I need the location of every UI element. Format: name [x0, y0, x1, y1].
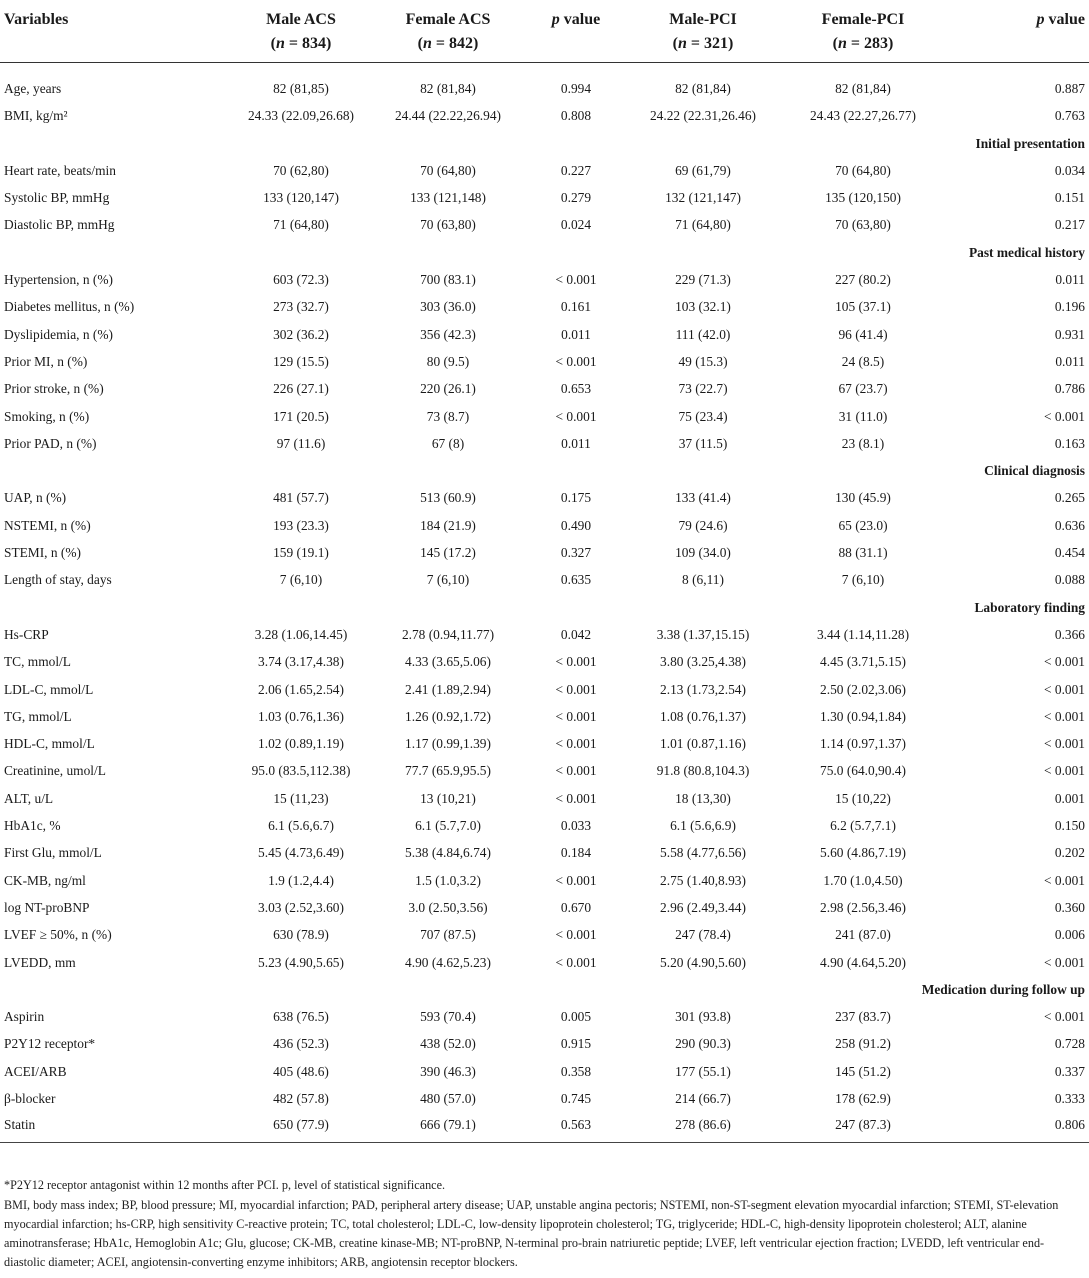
characteristics-table: [0, 4, 1089, 1143]
female-pci-cell: 67 (23.7): [838, 381, 888, 397]
p-value-pci-cell: 0.217: [1054, 217, 1085, 233]
p-value-acs-cell: 0.327: [560, 545, 592, 561]
male-pci-cell: 132 (121,147): [665, 190, 741, 206]
male-acs-cell: 1.9 (1.2,4.4): [268, 872, 334, 888]
female-pci-cell: 88 (31.1): [838, 545, 888, 561]
table-row: [0, 621, 1089, 648]
female-acs-cell: 480 (57.0): [420, 1090, 476, 1106]
table-row: [0, 403, 1089, 430]
male-acs-cell: 95.0 (83.5,112.38): [251, 763, 351, 779]
row-label: NSTEMI, n (%): [4, 517, 91, 533]
p-value-acs-cell: < 0.001: [555, 954, 597, 970]
p-value-acs-cell: < 0.001: [555, 681, 597, 697]
table-row: [0, 512, 1089, 539]
female-pci-cell: 258 (91.2): [835, 1036, 891, 1052]
female-pci-cell: 2.50 (2.02,3.06): [820, 681, 906, 697]
male-pci-cell: 2.96 (2.49,3.44): [660, 899, 746, 915]
row-label: Diabetes mellitus, n (%): [4, 299, 135, 315]
table-row: [0, 894, 1089, 921]
male-pci-cell: 2.75 (1.40,8.93): [660, 872, 746, 888]
p-value-pci-cell: 0.196: [1054, 299, 1085, 315]
female-acs-cell: 4.90 (4.62,5.23): [405, 954, 491, 970]
male-acs-cell: 405 (48.6): [273, 1063, 329, 1079]
table-row: [0, 703, 1089, 730]
p-value-pci-cell: < 0.001: [1043, 654, 1085, 670]
p-value-acs-cell: 0.490: [560, 517, 592, 533]
female-acs-cell: 700 (83.1): [420, 272, 476, 288]
p-value-acs-cell: 0.024: [560, 217, 592, 233]
table-row: [0, 211, 1089, 238]
table-row: [0, 921, 1089, 948]
female-acs-cell: 70 (63,80): [420, 217, 476, 233]
male-pci-cell: 229 (71.3): [675, 272, 731, 288]
header-variables: Variables: [0, 4, 228, 63]
p-value-acs-cell: < 0.001: [555, 408, 597, 424]
p-value-acs-cell: 0.175: [560, 490, 592, 506]
male-acs-cell: 638 (76.5): [273, 1009, 329, 1025]
p-value-pci-cell: 0.265: [1054, 490, 1085, 506]
p-value-acs-cell: < 0.001: [555, 790, 597, 806]
female-acs-cell: 2.41 (1.89,2.94): [405, 681, 491, 697]
header-p-value-pci: p value: [950, 4, 1089, 63]
female-pci-cell: 70 (63,80): [835, 217, 891, 233]
section-heading: Clinical diagnosis: [984, 463, 1085, 479]
male-pci-cell: 5.58 (4.77,6.56): [660, 845, 746, 861]
p-value-pci-cell: < 0.001: [1043, 408, 1085, 424]
row-label: Dyslipidemia, n (%): [4, 326, 113, 342]
male-pci-cell: 1.01 (0.87,1.16): [660, 736, 746, 752]
p-value-acs-cell: 0.653: [560, 381, 592, 397]
male-pci-cell: 290 (90.3): [675, 1036, 731, 1052]
male-acs-cell: 193 (23.3): [273, 517, 329, 533]
male-pci-cell: 79 (24.6): [678, 517, 728, 533]
p-value-acs-cell: < 0.001: [555, 736, 597, 752]
female-acs-cell: 1.17 (0.99,1.39): [405, 736, 491, 752]
p-value-acs-cell: 0.011: [561, 326, 591, 342]
female-pci-cell: 135 (120,150): [825, 190, 901, 206]
p-value-acs-cell: < 0.001: [555, 654, 597, 670]
row-label: log NT-proBNP: [4, 899, 90, 915]
p-value-pci-cell: 0.360: [1054, 899, 1085, 915]
female-acs-cell: 666 (79.1): [374, 1112, 522, 1143]
female-acs-cell: 184 (21.9): [420, 517, 476, 533]
female-acs-cell: 303 (36.0): [420, 299, 476, 315]
p-value-pci-cell: 0.034: [1054, 162, 1085, 178]
row-label: Prior PAD, n (%): [4, 435, 97, 451]
row-label: Hypertension, n (%): [4, 272, 113, 288]
male-acs-cell: 97 (11.6): [276, 435, 326, 451]
p-value-acs-cell: 0.994: [560, 81, 592, 96]
male-pci-cell: 49 (15.3): [678, 353, 728, 369]
female-pci-cell: 5.60 (4.86,7.19): [820, 845, 906, 861]
male-acs-cell: 226 (27.1): [273, 381, 329, 397]
female-acs-cell: 145 (17.2): [420, 545, 476, 561]
table-row: [0, 539, 1089, 566]
row-label: TC, mmol/L: [4, 654, 71, 670]
p-value-acs-cell: 0.279: [560, 190, 592, 206]
row-label: UAP, n (%): [4, 490, 67, 506]
p-value-pci-cell: < 0.001: [1043, 763, 1085, 779]
p-value-acs-cell: 0.670: [560, 899, 592, 915]
table-row: [0, 867, 1089, 894]
section-heading: Medication during follow up: [921, 981, 1085, 997]
female-pci-cell: 145 (51.2): [835, 1063, 891, 1079]
female-acs-cell: 70 (64,80): [420, 162, 476, 178]
p-value-pci-cell: < 0.001: [1043, 954, 1085, 970]
p-value-acs-cell: < 0.001: [555, 927, 597, 943]
male-acs-cell: 129 (15.5): [273, 353, 329, 369]
p-value-pci-cell: < 0.001: [1043, 736, 1085, 752]
male-acs-cell: 7 (6,10): [279, 572, 323, 588]
table-row: [0, 566, 1089, 593]
male-acs-cell: 133 (120,147): [263, 190, 339, 206]
p-value-pci-cell: 0.763: [1054, 108, 1085, 124]
p-value-acs-cell: < 0.001: [555, 872, 597, 888]
female-pci-cell: 247 (87.3): [776, 1112, 950, 1143]
row-label: Systolic BP, mmHg: [4, 190, 110, 206]
p-value-pci-cell: 0.011: [1055, 353, 1085, 369]
male-pci-cell: 3.80 (3.25,4.38): [660, 654, 746, 670]
p-value-acs-cell: 0.745: [560, 1090, 592, 1106]
table-row: [0, 757, 1089, 784]
male-acs-cell: 24.33 (22.09,26.68): [247, 108, 354, 124]
row-label: Heart rate, beats/min: [4, 162, 116, 178]
female-pci-cell: 178 (62.9): [835, 1090, 891, 1106]
male-acs-cell: 1.03 (0.76,1.36): [258, 708, 344, 724]
female-pci-cell: 75.0 (64.0,90.4): [820, 763, 906, 779]
row-label: HDL-C, mmol/L: [4, 736, 95, 752]
row-label: Creatinine, umol/L: [4, 763, 106, 779]
female-pci-cell: 1.14 (0.97,1.37): [820, 736, 906, 752]
row-label: LVEF ≥ 50%, n (%): [4, 927, 112, 943]
p-value-pci-cell: 0.151: [1054, 190, 1085, 206]
table-row: [0, 348, 1089, 375]
male-pci-cell: 214 (66.7): [675, 1090, 731, 1106]
table-row: [0, 1085, 1089, 1112]
p-value-pci-cell: < 0.001: [1043, 872, 1085, 888]
male-acs-cell: 3.74 (3.17,4.38): [258, 654, 344, 670]
header-female-acs: Female ACS (n = 842): [374, 4, 522, 63]
female-pci-cell: 227 (80.2): [835, 272, 891, 288]
row-label: BMI, kg/m²: [4, 108, 68, 124]
row-label: P2Y12 receptor*: [4, 1036, 96, 1052]
p-value-acs-cell: 0.808: [560, 108, 592, 124]
female-pci-cell: 7 (6,10): [841, 572, 885, 588]
male-acs-cell: 650 (77.9): [228, 1112, 374, 1143]
p-value-acs-cell: 0.915: [560, 1036, 592, 1052]
female-pci-cell: 1.30 (0.94,1.84): [820, 708, 906, 724]
male-pci-cell: 111 (42.0): [675, 326, 731, 342]
male-pci-cell: 71 (64,80): [675, 217, 731, 233]
female-acs-cell: 1.26 (0.92,1.72): [405, 708, 491, 724]
p-value-acs-cell: 0.184: [560, 845, 592, 861]
male-acs-cell: 82 (81,85): [273, 81, 329, 96]
female-acs-cell: 2.78 (0.94,11.77): [401, 626, 495, 642]
table-row: [0, 157, 1089, 184]
male-pci-cell: 1.08 (0.76,1.37): [660, 708, 746, 724]
male-pci-cell: 247 (78.4): [675, 927, 731, 943]
male-acs-cell: 15 (11,23): [273, 790, 329, 806]
section-heading: Initial presentation: [975, 135, 1085, 151]
p-value-pci-cell: 0.786: [1054, 381, 1085, 397]
female-pci-cell: 96 (41.4): [838, 326, 888, 342]
table-row: [0, 321, 1089, 348]
male-pci-cell: 75 (23.4): [678, 408, 728, 424]
male-acs-cell: 1.02 (0.89,1.19): [258, 736, 344, 752]
p-value-pci-cell: 0.333: [1054, 1090, 1085, 1106]
table-row: [0, 676, 1089, 703]
row-label: Hs-CRP: [4, 626, 49, 642]
section-row: [0, 594, 1089, 621]
female-pci-cell: 4.45 (3.71,5.15): [820, 654, 906, 670]
female-pci-cell: 82 (81,84): [835, 81, 891, 96]
female-pci-cell: 24.43 (22.27,26.77): [809, 108, 916, 124]
female-pci-cell: 130 (45.9): [835, 490, 891, 506]
female-pci-cell: 237 (83.7): [835, 1009, 891, 1025]
female-acs-cell: 6.1 (5.7,7.0): [415, 818, 481, 834]
row-label: Statin: [0, 1112, 228, 1143]
male-pci-cell: 301 (93.8): [675, 1009, 731, 1025]
p-value-pci-cell: 0.011: [1055, 272, 1085, 288]
female-acs-cell: 4.33 (3.65,5.06): [405, 654, 491, 670]
row-label: ALT, u/L: [4, 790, 54, 806]
female-acs-cell: 1.5 (1.0,3.2): [415, 872, 481, 888]
male-acs-cell: 159 (19.1): [273, 545, 329, 561]
female-pci-cell: 4.90 (4.64,5.20): [820, 954, 906, 970]
male-acs-cell: 603 (72.3): [273, 272, 329, 288]
row-label: STEMI, n (%): [4, 545, 81, 561]
female-pci-cell: 2.98 (2.56,3.46): [820, 899, 906, 915]
p-value-pci-cell: 0.006: [1054, 927, 1085, 943]
p-value-acs-cell: 0.358: [560, 1063, 592, 1079]
p-value-acs-cell: 0.005: [560, 1009, 592, 1025]
female-acs-cell: 707 (87.5): [420, 927, 476, 943]
table-row: [0, 812, 1089, 839]
p-value-acs-cell: 0.227: [560, 162, 592, 178]
p-value-pci-cell: 0.636: [1054, 517, 1085, 533]
p-value-acs-cell: 0.011: [561, 435, 591, 451]
female-acs-cell: 438 (52.0): [420, 1036, 476, 1052]
p-value-pci-cell: 0.088: [1054, 572, 1085, 588]
female-pci-cell: 3.44 (1.14,11.28): [816, 626, 910, 642]
header-p-value-acs: p value: [522, 4, 630, 63]
male-pci-cell: 37 (11.5): [678, 435, 728, 451]
female-acs-cell: 390 (46.3): [420, 1063, 476, 1079]
male-acs-cell: 302 (36.2): [273, 326, 329, 342]
row-label: TG, mmol/L: [4, 708, 72, 724]
male-acs-cell: 3.03 (2.52,3.60): [258, 899, 344, 915]
female-pci-cell: 105 (37.1): [835, 299, 891, 315]
row-label: Diastolic BP, mmHg: [4, 217, 115, 233]
female-acs-cell: 220 (26.1): [420, 381, 476, 397]
table-header: [0, 4, 1089, 63]
table-row: [0, 102, 1089, 129]
female-pci-cell: 70 (64,80): [835, 162, 891, 178]
table-row: [0, 293, 1089, 320]
table-row: [0, 839, 1089, 866]
male-pci-cell: 2.13 (1.73,2.54): [660, 681, 746, 697]
male-acs-cell: 2.06 (1.65,2.54): [258, 681, 344, 697]
male-acs-cell: 481 (57.7): [273, 490, 329, 506]
male-acs-cell: 3.28 (1.06,14.45): [254, 626, 348, 642]
male-pci-cell: 69 (61,79): [675, 162, 731, 178]
row-label: First Glu, mmol/L: [4, 845, 102, 861]
row-label: ACEI/ARB: [4, 1063, 67, 1079]
male-acs-cell: 273 (32.7): [273, 299, 329, 315]
female-pci-cell: 23 (8.1): [841, 435, 885, 451]
row-label: CK-MB, ng/ml: [4, 872, 86, 888]
female-acs-cell: 67 (8): [431, 435, 465, 451]
male-acs-cell: 6.1 (5.6,6.7): [268, 818, 334, 834]
male-pci-cell: 5.20 (4.90,5.60): [660, 954, 746, 970]
male-acs-cell: 5.45 (4.73,6.49): [258, 845, 344, 861]
table-row: [0, 184, 1089, 211]
male-pci-cell: 109 (34.0): [675, 545, 731, 561]
female-acs-cell: 133 (121,148): [410, 190, 486, 206]
female-acs-cell: 13 (10,21): [420, 790, 476, 806]
p-value-acs-cell: < 0.001: [555, 353, 597, 369]
abbreviation-note: BMI, body mass index; BP, blood pressure; MI, myocardial infarction; PAD, peripheral artery disease; UAP, unstable angina pectoris; NSTEMI, non-ST-segment elevation myocardial infarction; STEMI, ST-elevation myocardial infarction; hs-CRP, high sensitivity C-reactive protein; TC, total cholesterol; LDL-C, low-density lipoprotein cholesterol; TG, triglyceride; HDL-C, high-density lipoprotein cholesterol; ALT, alanine aminotransferase; HbA1c, Hemoglobin A1c; Glu, glucose; CK-MB, creatine kinase-MB; NT-proBNP, N-terminal pro-brain natriuretic peptide; LVEF, left ventricular ejection fraction; LVEDD, left ventricular end-diastolic diameter; ACEI, angiotensin-converting enzyme inhibitors; ARB, angiotensin receptor blockers.: [4, 1198, 1059, 1269]
male-pci-cell: 103 (32.1): [675, 299, 731, 315]
male-pci-cell: 91.8 (80.8,104.3): [656, 763, 750, 779]
p-value-pci-cell: 0.806: [950, 1112, 1089, 1143]
male-pci-cell: 24.22 (22.31,26.46): [649, 108, 756, 124]
p-value-pci-cell: 0.163: [1054, 435, 1085, 451]
male-pci-cell: 6.1 (5.6,6.9): [670, 818, 736, 834]
p-value-acs-cell: 0.161: [560, 299, 592, 315]
p-value-acs-cell: 0.042: [560, 626, 592, 642]
section-row: [0, 976, 1089, 1003]
row-label: Age, years: [4, 81, 62, 96]
p-value-pci-cell: 0.337: [1054, 1063, 1085, 1079]
table-row: [0, 1003, 1089, 1030]
female-acs-cell: 356 (42.3): [420, 326, 476, 342]
female-acs-cell: 513 (60.9): [420, 490, 476, 506]
female-acs-cell: 24.44 (22.22,26.94): [394, 108, 501, 124]
male-pci-cell: 8 (6,11): [682, 572, 724, 588]
female-pci-cell: 24 (8.5): [841, 353, 885, 369]
female-acs-cell: 80 (9.5): [426, 353, 470, 369]
p-value-pci-cell: 0.887: [1054, 81, 1085, 96]
female-pci-cell: 1.70 (1.0,4.50): [823, 872, 903, 888]
p-value-acs-cell: 0.635: [560, 572, 592, 588]
table-row: [0, 949, 1089, 976]
section-row: [0, 130, 1089, 157]
p-value-pci-cell: 0.001: [1054, 790, 1085, 806]
male-pci-cell: 73 (22.7): [678, 381, 728, 397]
table-body: [0, 63, 1089, 1143]
female-acs-cell: 7 (6,10): [426, 572, 470, 588]
male-acs-cell: 5.23 (4.90,5.65): [258, 954, 344, 970]
female-acs-cell: 73 (8.7): [426, 408, 470, 424]
male-pci-cell: 18 (13,30): [675, 790, 731, 806]
header-male-pci: Male-PCI (n = 321): [630, 4, 776, 63]
male-acs-cell: 482 (57.8): [273, 1090, 329, 1106]
row-label: HbA1c, %: [4, 818, 61, 834]
female-acs-cell: 3.0 (2.50,3.56): [408, 899, 488, 915]
header-female-pci: Female-PCI (n = 283): [776, 4, 950, 63]
p-value-pci-cell: 0.454: [1054, 545, 1085, 561]
section-row: [0, 239, 1089, 266]
p-value-pci-cell: 0.931: [1054, 326, 1085, 342]
row-label: Prior MI, n (%): [4, 353, 88, 369]
header-male-acs: Male ACS (n = 834): [228, 4, 374, 63]
p-value-pci-cell: < 0.001: [1043, 1009, 1085, 1025]
male-pci-cell: 3.38 (1.37,15.15): [656, 626, 750, 642]
p-value-pci-cell: 0.728: [1054, 1036, 1085, 1052]
male-acs-cell: 71 (64,80): [273, 217, 329, 233]
p-value-pci-cell: < 0.001: [1043, 681, 1085, 697]
table-row: [0, 648, 1089, 675]
spacer-row: [0, 63, 1089, 76]
table-row: [0, 75, 1089, 102]
female-pci-cell: 31 (11.0): [838, 408, 888, 424]
male-pci-cell: 82 (81,84): [675, 81, 731, 96]
p-value-pci-cell: < 0.001: [1043, 708, 1085, 724]
p-value-acs-cell: < 0.001: [555, 763, 597, 779]
row-label: Smoking, n (%): [4, 408, 90, 424]
table-row: [0, 1030, 1089, 1057]
female-pci-cell: 15 (10,22): [835, 790, 891, 806]
female-acs-cell: 77.7 (65.9,95.5): [405, 763, 491, 779]
table-footnote: *P2Y12 receptor antagonist within 12 months after PCI. p, level of statistical significance.: [4, 1178, 446, 1192]
row-label: Length of stay, days: [4, 572, 112, 588]
p-value-pci-cell: 0.202: [1054, 845, 1085, 861]
section-heading: Laboratory finding: [974, 599, 1085, 615]
male-acs-cell: 630 (78.9): [273, 927, 329, 943]
female-acs-cell: 5.38 (4.84,6.74): [405, 845, 491, 861]
table-row: [0, 266, 1089, 293]
male-pci-cell: 177 (55.1): [675, 1063, 731, 1079]
female-acs-cell: 593 (70.4): [420, 1009, 476, 1025]
female-pci-cell: 65 (23.0): [838, 517, 888, 533]
p-value-acs-cell: 0.563: [522, 1112, 630, 1143]
table-row: [0, 484, 1089, 511]
table-row: [0, 1058, 1089, 1085]
table-row: [0, 430, 1089, 457]
table-row: [0, 785, 1089, 812]
row-label: β-blocker: [4, 1090, 56, 1106]
row-label: LDL-C, mmol/L: [4, 681, 94, 697]
p-value-acs-cell: 0.033: [560, 818, 592, 834]
female-acs-cell: 82 (81,84): [420, 81, 476, 96]
p-value-pci-cell: 0.366: [1054, 626, 1085, 642]
row-label: Aspirin: [4, 1009, 45, 1025]
section-row: [0, 457, 1089, 484]
row-label: Prior stroke, n (%): [4, 381, 104, 397]
male-pci-cell: 278 (86.6): [630, 1112, 776, 1143]
p-value-acs-cell: < 0.001: [555, 272, 597, 288]
table-row: [0, 730, 1089, 757]
row-label: LVEDD, mm: [4, 954, 76, 970]
table-row: [0, 375, 1089, 402]
female-pci-cell: 241 (87.0): [835, 927, 891, 943]
section-heading: Past medical history: [968, 244, 1085, 260]
p-value-pci-cell: 0.150: [1054, 818, 1085, 834]
male-pci-cell: 133 (41.4): [675, 490, 731, 506]
p-value-acs-cell: < 0.001: [555, 708, 597, 724]
male-acs-cell: 171 (20.5): [273, 408, 329, 424]
female-pci-cell: 6.2 (5.7,7.1): [830, 818, 896, 834]
table-notes: [4, 1176, 1084, 1272]
table-row: [0, 1112, 1089, 1143]
male-acs-cell: 436 (52.3): [273, 1036, 329, 1052]
male-acs-cell: 70 (62,80): [273, 162, 329, 178]
